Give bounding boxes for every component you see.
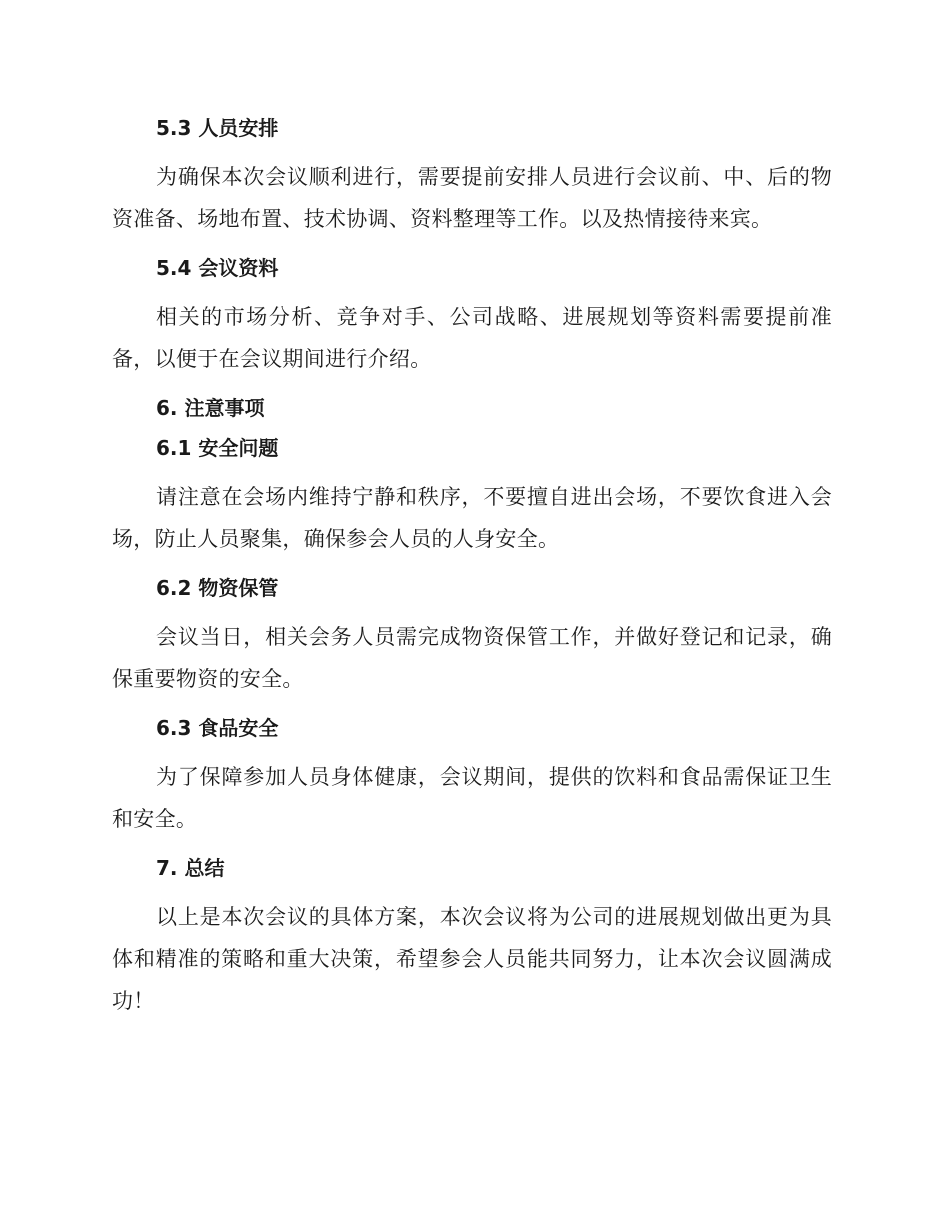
- section-heading-6-1: 6.1 安全问题: [156, 436, 279, 460]
- section-heading-7: 7. 总结: [156, 856, 225, 880]
- paragraph-safety: 请注意在会场内维持宁静和秩序，不要擅自进出会场，不要饮食进入会场，防止人员聚集，确保参会人员的人身安全。: [112, 485, 832, 551]
- paragraph-staffing: 为确保本次会议顺利进行，需要提前安排人员进行会议前、中、后的物资准备、场地布置、技术协调、资料整理等工作。以及热情接待来宾。: [112, 165, 832, 231]
- section-heading-5-4: 5.4 会议资料: [156, 256, 279, 280]
- paragraph-supplies: 会议当日，相关会务人员需完成物资保管工作，并做好登记和记录，确保重要物资的安全。: [112, 625, 832, 691]
- paragraph-food-safety: 为了保障参加人员身体健康，会议期间，提供的饮料和食品需保证卫生和安全。: [112, 765, 832, 831]
- paragraph-materials: 相关的市场分析、竞争对手、公司战略、进展规划等资料需要提前准备，以便于在会议期间进行介绍。: [112, 305, 832, 371]
- section-heading-6-2: 6.2 物资保管: [156, 576, 279, 600]
- section-heading-5-3: 5.3 人员安排: [156, 116, 279, 140]
- section-heading-6-3: 6.3 食品安全: [156, 716, 279, 740]
- section-heading-6: 6. 注意事项: [156, 396, 265, 420]
- document-body: [112, 108, 832, 1030]
- paragraph-summary: 以上是本次会议的具体方案，本次会议将为公司的进展规划做出更为具体和精准的策略和重大决策，希望参会人员能共同努力，让本次会议圆满成功！: [112, 905, 832, 1013]
